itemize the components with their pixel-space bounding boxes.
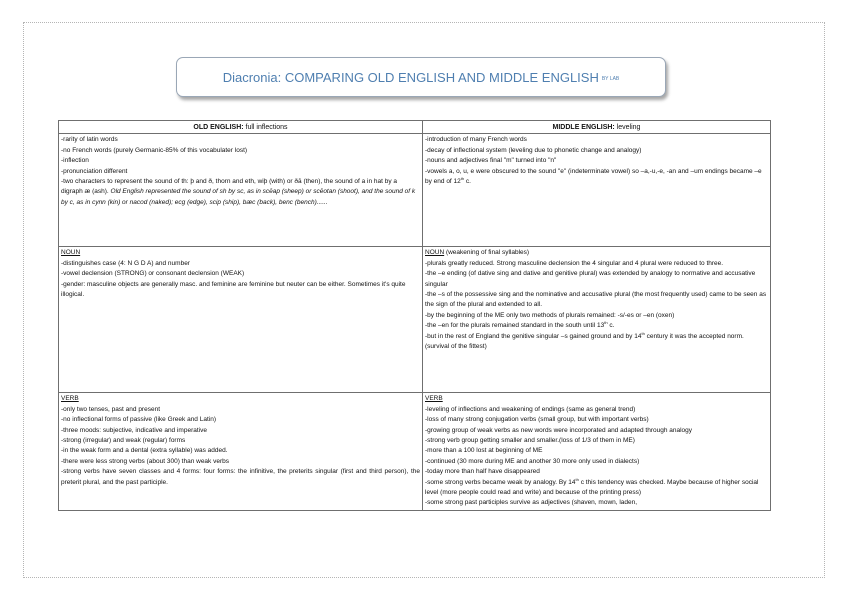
title-byline: BY LAB bbox=[601, 76, 620, 82]
middle-noun-heading: NOUN (weakening of final syllables) bbox=[425, 249, 530, 257]
old-noun-line: -distinguishes case (4: N G D A) and number bbox=[61, 259, 190, 267]
old-noun-gender: -gender: masculine objects are generally masc. and feminine are feminine but neuter can be either. Sometimes it's quite illogical. bbox=[61, 280, 406, 299]
old-verb-line: -three moods: subjective, indicative and imperative bbox=[61, 426, 207, 434]
middle-noun-south: -the –en for the plurals remained standard in the south until 13th c. bbox=[425, 320, 615, 330]
middle-noun-paragraph: -by the beginning of the ME only two methods of plurals remained: -s/-es or –en (oxen) bbox=[425, 311, 675, 319]
middle-verb-paragraph: -growing group of weak verbs as new words were incorporated and adapted through analogy bbox=[425, 426, 693, 434]
middle-general-cell bbox=[423, 134, 771, 247]
old-general-line: -pronunciation different bbox=[61, 167, 128, 175]
noun-row bbox=[59, 247, 771, 393]
middle-english-header: MIDDLE ENGLISH: leveling bbox=[423, 121, 771, 134]
old-verb-heading: VERB bbox=[61, 395, 79, 403]
old-verb-line: -only two tenses, past and present bbox=[61, 405, 161, 413]
old-verb-classes: -strong verbs have seven classes and 4 forms: four forms: the infinitive, the preterits singular (first and third person), the preterit plural, and the past participle. bbox=[61, 468, 420, 486]
old-verb-line: -no inflectional forms of passive (like Greek and Latin) bbox=[61, 416, 216, 424]
middle-verb-analogy: -some strong verbs became weak by analogy. By 14th c this tendency was checked. Maybe because of higher social level (more people could read and write) and because of the printing press) bbox=[425, 476, 759, 497]
middle-general-line: -decay of inflectional system (leveling due to phonetic change and analogy) bbox=[425, 146, 642, 154]
title-text: Diacronia: COMPARING OLD ENGLISH AND MIDDLE ENGLISH bbox=[222, 69, 599, 85]
general-row bbox=[59, 134, 771, 247]
middle-verb-heading: VERB bbox=[425, 395, 443, 403]
comparison-table bbox=[58, 120, 771, 511]
old-verb-line: -in the weak form and a dental (extra syllable) was added. bbox=[61, 447, 228, 455]
middle-noun-paragraph: -the –e ending (of dative sing and dative and genitive plural) was extended by analogy to normative and accusative singular bbox=[425, 270, 756, 288]
middle-general-line: -nouns and adjectives final "m" turned into "n" bbox=[425, 157, 557, 165]
middle-noun-cell bbox=[423, 247, 771, 393]
middle-verb-cell bbox=[423, 393, 771, 510]
old-verb-cell bbox=[59, 393, 423, 510]
middle-general-line: -introduction of many French words bbox=[425, 136, 527, 144]
old-noun-cell bbox=[59, 247, 423, 393]
middle-verb-paragraph: -more than a 100 lost at beginning of ME bbox=[425, 447, 543, 455]
verb-row bbox=[59, 393, 771, 510]
header-row bbox=[59, 121, 771, 134]
old-general-cell bbox=[59, 134, 423, 247]
middle-verb-paragraph: -leveling of inflections and weakening of endings (same as general trend) bbox=[425, 405, 636, 413]
old-general-line: -rarity of latin words bbox=[61, 136, 118, 144]
old-noun-line: -vowel declension (STRONG) or consonant declension (WEAK) bbox=[61, 270, 245, 278]
old-verb-line: -strong (irregular) and weak (regular) forms bbox=[61, 437, 186, 445]
middle-vowels-paragraph: -vowels a, o, u, e were obscured to the sound "e" (indeterminate vowel) so –a,-u,-e, -an and –um endings became –e by end of 12th c. bbox=[425, 167, 762, 186]
middle-noun-paragraph: -the –s of the possessive sing and the nominative and accusative plural (the most frequently used) came to be seen as the sign of the plural and extended to all. bbox=[425, 291, 767, 309]
old-general-line: -no French words (purely Germanic-85% of this vocabulater lost) bbox=[61, 146, 248, 154]
middle-verb-paragraph: -today more than half have disappeared bbox=[425, 468, 540, 476]
middle-noun-paragraph: -plurals greatly reduced. Strong masculine declension the 4 singular and 4 plural were reduced to three. bbox=[425, 259, 724, 267]
old-noun-heading: NOUN bbox=[61, 249, 81, 257]
old-thorn-paragraph: -two characters to represent the sound of th: þ and ð, thorn and eth, wiþ (with) or ðā (then), the sound of a in hat by a digraph æ (ash). Old English represented the sound of sh by sc, as in scēap (sheep) or scēotan (shoot), and the sound of k by c, as in cynn (kin) or nacod (naked); ecg (edge), scip (ship), bæc (back), benc (bench)...... bbox=[61, 178, 416, 206]
middle-verb-paragraph: -continued (30 more during ME and another 30 more only used in dialects) bbox=[425, 457, 640, 465]
middle-verb-last: -some strong past participles survive as adjectives (shaven, mown, laden, bbox=[425, 499, 638, 507]
title-banner bbox=[176, 57, 666, 97]
old-english-header: OLD ENGLISH: full inflections bbox=[59, 121, 423, 134]
middle-verb-paragraph: -loss of many strong conjugation verbs (small group, but with important verbs) bbox=[425, 416, 649, 424]
old-verb-line: -there were less strong verbs (about 300) than weak verbs bbox=[61, 457, 230, 465]
middle-noun-rest: -but in the rest of England the genitive singular –s gained ground and by 14th century it was the accepted norm. (survival of the fittest) bbox=[425, 330, 744, 351]
middle-verb-paragraph: -strong verb group getting smaller and smaller.(loss of 1/3 of them in ME) bbox=[425, 437, 635, 445]
old-general-line: -inflection bbox=[61, 157, 89, 165]
